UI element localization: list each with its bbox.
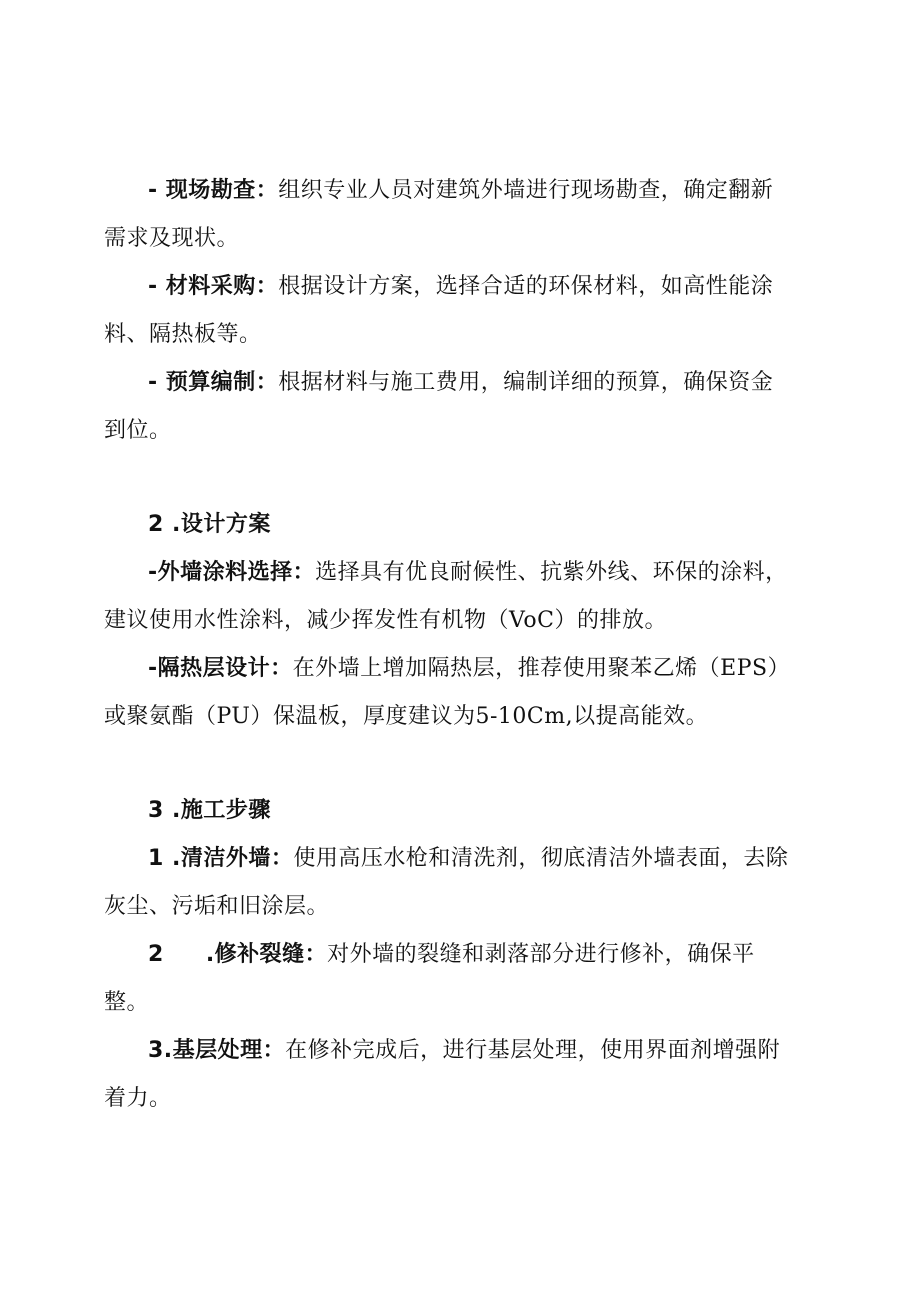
site-survey-label: - 现场勘查： — [148, 178, 279, 203]
step1-paragraph-line1 — [148, 844, 788, 874]
steps-heading: 3 .施工步骤 — [148, 798, 271, 823]
step2-text: 对外墙的裂缝和剥落部分进行修补，确保平 — [327, 942, 755, 967]
coating-text: 选择具有优良耐候性、抗紫外线、环保的涂料， — [315, 560, 788, 585]
materials-paragraph-line1 — [148, 272, 773, 302]
coating-label: -外墙涂料选择： — [148, 560, 316, 585]
step1-label: 1 .清洁外墙： — [148, 846, 294, 871]
step2-number: 2 — [148, 942, 164, 967]
step3-paragraph-line2: 着力。 — [104, 1086, 172, 1111]
site-survey-text: 组织专业人员对建筑外墙进行现场勘查，确定翻新 — [278, 178, 774, 203]
coating-paragraph-line2: 建议使用水性涂料，减少挥发性有机物（VoC）的排放。 — [104, 608, 667, 633]
site-survey-paragraph-line2: 需求及现状。 — [104, 226, 240, 251]
coating-paragraph-line1 — [148, 558, 788, 588]
step2-paragraph-line2: 整。 — [104, 990, 150, 1015]
step2-label: .修补裂缝： — [205, 942, 328, 967]
insulation-text: 在外墙上增加隔热层，推荐使用聚苯乙烯（EPS） — [292, 656, 791, 681]
step2-paragraph-line1 — [148, 940, 755, 970]
budget-text: 根据材料与施工费用，编制详细的预算，确保资金 — [278, 370, 774, 395]
budget-paragraph-line1 — [148, 368, 773, 398]
step3-label: 3.基层处理： — [148, 1038, 286, 1063]
step3-text: 在修补完成后，进行基层处理，使用界面剂增强附 — [285, 1038, 781, 1063]
site-survey-paragraph-line1 — [148, 176, 773, 206]
budget-label: - 预算编制： — [148, 370, 279, 395]
insulation-label: -隔热层设计： — [148, 656, 293, 681]
materials-paragraph-line2: 料、隔热板等。 — [104, 322, 262, 347]
step3-paragraph-line1 — [148, 1036, 780, 1066]
materials-label: - 材料采购： — [148, 274, 279, 299]
step1-paragraph-line2: 灰尘、污垢和旧涂层。 — [104, 894, 330, 919]
design-heading: 2 .设计方案 — [148, 512, 271, 537]
insulation-paragraph-line2: 或聚氨酯（PU）保温板，厚度建议为5-10Cm,以提高能效。 — [104, 704, 709, 729]
step1-text: 使用高压水枪和清洗剂，彻底清洁外墙表面，去除 — [293, 846, 789, 871]
insulation-paragraph-line1 — [148, 654, 790, 684]
budget-paragraph-line2: 到位。 — [104, 418, 172, 443]
materials-text: 根据设计方案，选择合适的环保材料，如高性能涂 — [278, 274, 774, 299]
